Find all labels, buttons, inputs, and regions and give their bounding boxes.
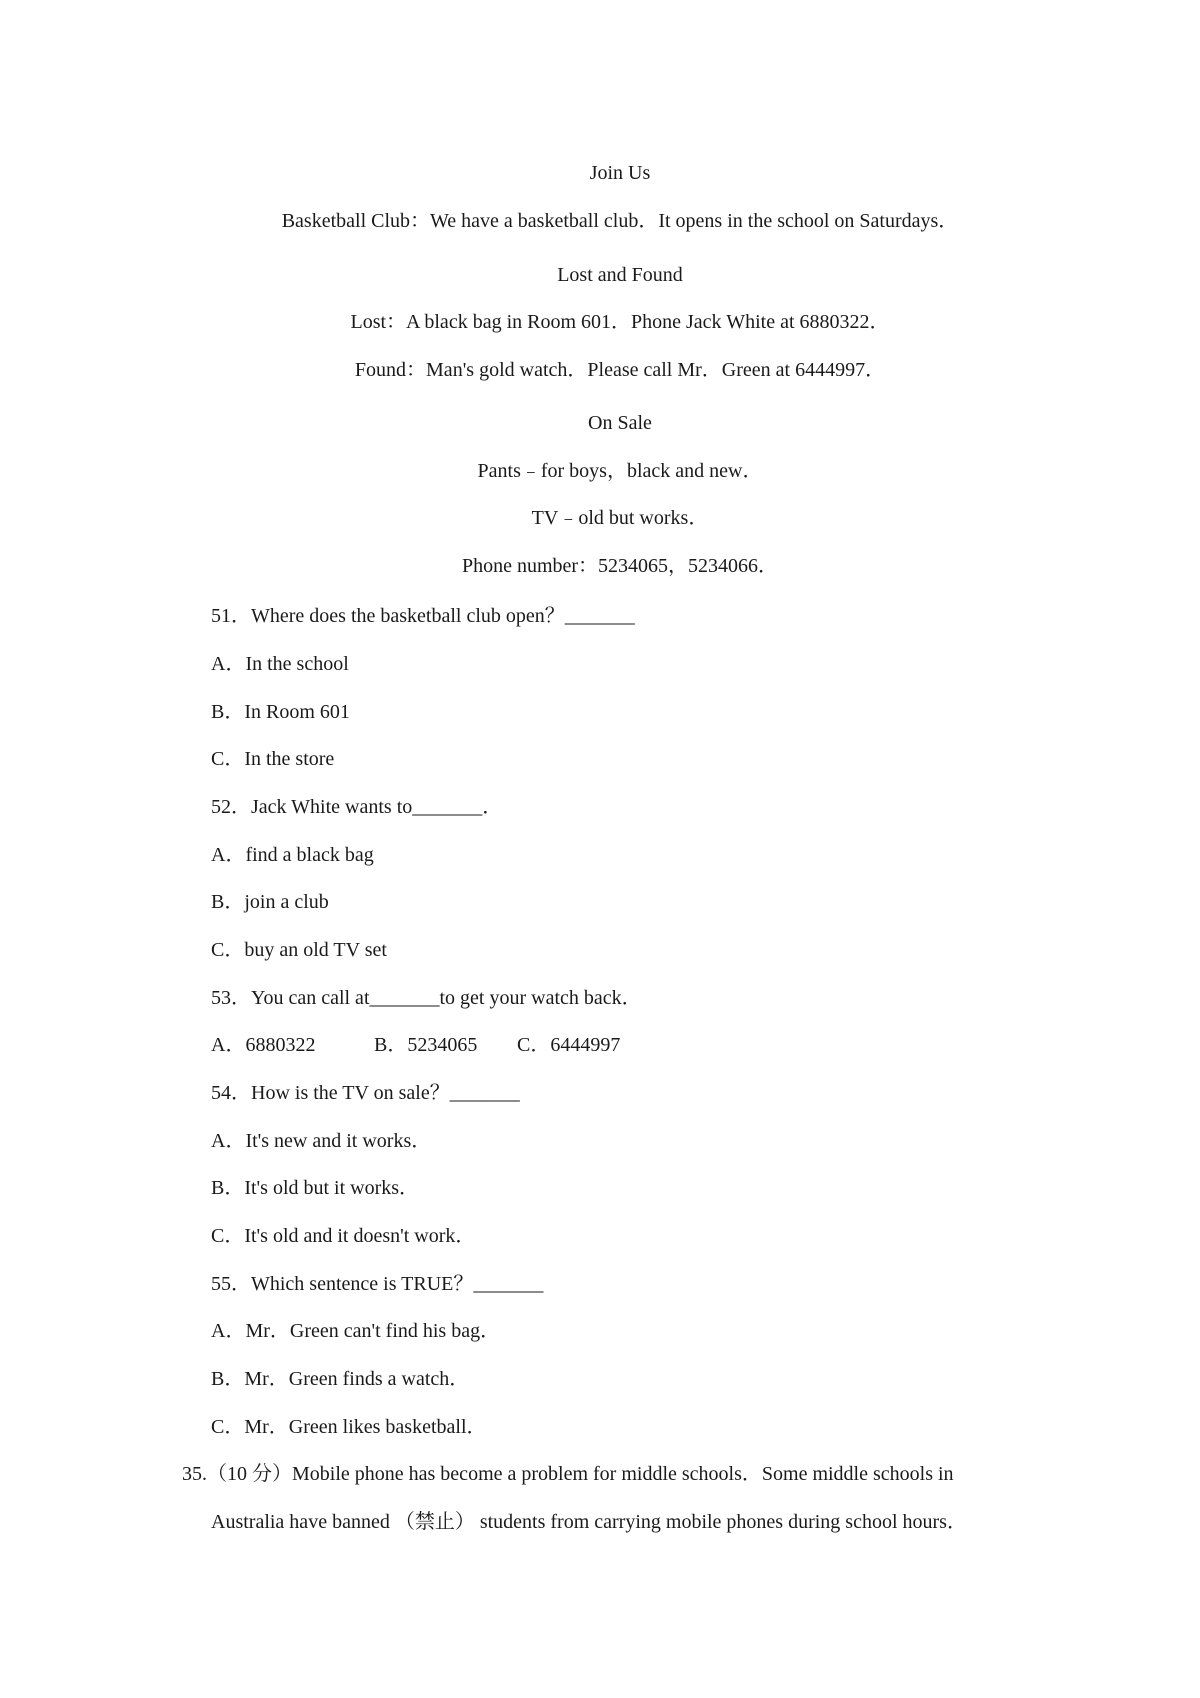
phone-number-text: Phone number：5234065，5234066．: [461, 555, 779, 577]
on-sale-title: On Sale: [588, 412, 652, 434]
question-53-options: [211, 1035, 620, 1055]
question-51-option-c: C．In the store: [211, 748, 335, 770]
question-55-option-a: A．Mr．Green can't find his bag．: [211, 1320, 501, 1342]
question-51-option-a: A．In the school: [211, 653, 349, 675]
question-54-option-c: C．It's old and it doesn't work．: [211, 1225, 476, 1247]
question-54-option-a: A．It's new and it works．: [211, 1130, 432, 1152]
question-55-option-c: C．Mr．Green likes basketball．: [211, 1416, 487, 1438]
question-53-option-c: C．6444997: [517, 1034, 621, 1056]
question-51-stem: 51．Where does the basketball club open？_______: [211, 605, 635, 627]
lost-text: Lost：A black bag in Room 601．Phone Jack White at 6880322．: [350, 311, 890, 333]
question-35-line-1: 35.（10 分）Mobile phone has become a problem for middle schools．Some middle schools in: [182, 1463, 954, 1485]
question-53-option-a: A．6880322: [211, 1034, 316, 1056]
question-52-option-a: A．find a black bag: [211, 844, 374, 866]
question-51-option-b: B．In Room 601: [211, 701, 350, 723]
question-54-stem: 54．How is the TV on sale？_______: [211, 1082, 520, 1104]
question-53-option-b: B．5234065: [374, 1034, 478, 1056]
question-35-line-2: Australia have banned （禁止） students from carrying mobile phones during school hours．: [211, 1511, 967, 1533]
question-53-stem: 53．You can call at_______to get your watch back．: [211, 987, 642, 1009]
question-52-stem: 52．Jack White wants to_______．: [211, 796, 503, 818]
pants-text: Pants﹣for boys，black and new．: [477, 460, 763, 482]
found-text: Found：Man's gold watch．Please call Mr．Green at 6444997．: [354, 359, 886, 381]
join-us-title: Join Us: [589, 162, 651, 184]
question-54-option-b: B．It's old but it works．: [211, 1177, 420, 1199]
basketball-club-text: Basketball Club：We have a basketball club．It opens in the school on Saturdays．: [281, 210, 959, 232]
tv-text: TV﹣old but works．: [531, 507, 709, 529]
question-55-option-b: B．Mr．Green finds a watch．: [211, 1368, 470, 1390]
question-55-stem: 55．Which sentence is TRUE？_______: [211, 1273, 544, 1295]
question-52-option-b: B．join a club: [211, 891, 329, 913]
question-52-option-c: C．buy an old TV set: [211, 939, 387, 961]
lost-and-found-title: Lost and Found: [557, 264, 683, 286]
